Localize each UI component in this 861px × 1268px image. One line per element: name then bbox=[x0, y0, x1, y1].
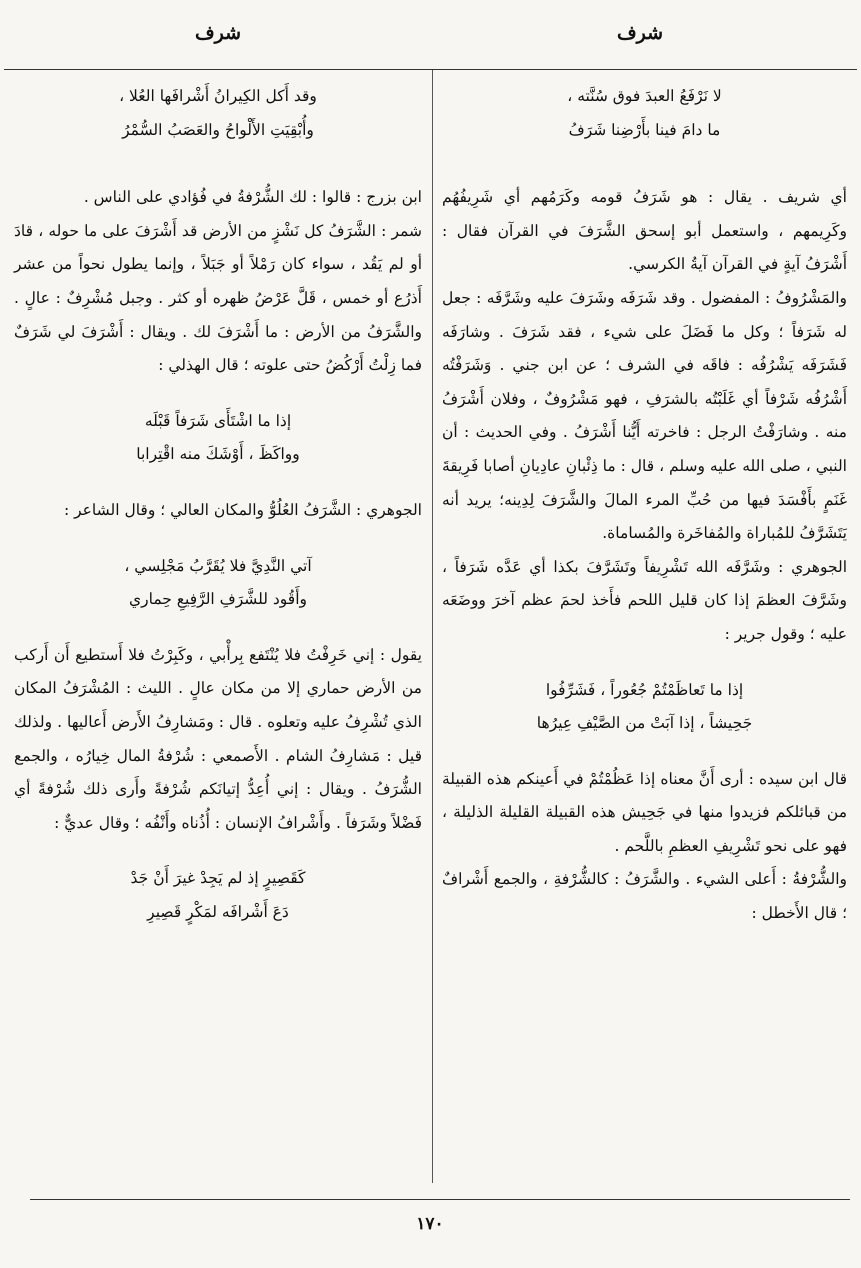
paragraph: يقول : إني خَرِفْتُ فلا يُنْتَفع بِرأْبي ، وكَبِرْتُ فلا أَستطيع أَن أَركب من الأرض حماري إلا من مكان عالٍ . الليث : المُشْرَفُ المكان الذي تُشْرِفُ عليه وتعلوه . قال : ومَشارِفُ الأَرض أَعاليها . ولذلك قيل : مَشارِفُ الشام . الأَصمعي : شُرْفةُ المال خِيارُه ، والجمع الشُّرَفُ . ويقال : إني أُعِدُّ إتيانَكم شُرْفةً وأَرى ذلك شُرْفةً أي فَضْلاً وشَرَفاً . وأَشْرافُ الإنسان : أُذُناه وأَنْفُه ؛ وقال عديٌّ : bbox=[14, 645, 422, 832]
column-divider bbox=[432, 70, 433, 1183]
verse-line: دَعَ أَشْرافَه لمَكْرٍ قَصِيرِ bbox=[147, 902, 289, 921]
verse-line: إذا ما تَعاظَمْتُمْ جُعُوراً ، فَشَرِّفُوا bbox=[545, 680, 744, 699]
top-rule bbox=[4, 69, 857, 70]
page-number: ١٧٠ bbox=[416, 1214, 444, 1234]
verse-line: وواكَظَ ، أَوْشَكَ منه اقْتِرابا bbox=[136, 445, 300, 464]
paragraph: والشُّرْفةُ : أَعلى الشيء . والشَّرَفُ : كالشُّرْفةِ ، والجمع أَشْرافٌ ؛ قال الأَخطل : bbox=[442, 870, 847, 923]
left-column bbox=[14, 80, 422, 929]
header-right-title: شرف bbox=[616, 22, 664, 44]
paragraph: قال ابن سيده : أرى أَنَّ معناه إذا عَظُمْتُمْ في أَعينكم هذه القبيلة من قبائلكم فزيدوا منها في جَحِيش هذه القبيلة القليلة الذليلة ، فهو على نحو تَشْرِيفِ العظمِ باللَّحم . bbox=[442, 769, 847, 855]
paragraph: والمَشْرُوفُ : المفضول . وقد شَرَفَه وشَرَفَ عليه وشَرَّفَه : جعل له شَرَفاً ؛ وكل ما فَضَلَ على شيء ، فقد شَرَفَ . وشارَفَه فَشَرَفَه يَشْرُفُه : فاقَه في الشرف ؛ عن ابن جني . وَشَرَفْتُه أَشْرُفُه شَرْفاً أي غَلَبْتُه بالشرَفِ ، فهو مَشْرُوفٌ ، وفلان أَشْرَفُ منه . وشارَفْتُ الرجل : فاخرته أَيُّنا أَشْرَفُ . وفي الحديث : أن النبي ، صلى الله عليه وسلم ، قال : ما ذِئْبانِ عادِيانِ أصابا فَرِيقةَ غَنَمٍ بأَفْسَدَ فيها من حُبِّ المرء المالَ والشَّرَفَ لِدِينه؛ يريد أنه يَتَشَرَّفُ للمُباراة والمُفاخَرة والمُساماة. bbox=[442, 288, 847, 543]
verse-line: كَقَصِيرٍ إذ لم يَجِدْ غيرَ أَنْ جَدْ bbox=[130, 869, 306, 888]
verse-line: ما دامَ فينا بأَرْضِنا شَرَفُ bbox=[568, 120, 721, 139]
verse-line: وأَقُود للشَّرَفِ الرَّفِيعِ حِماري bbox=[129, 590, 307, 609]
verse-line: إذا ما اشْتَأَى شَرَفاً قَبْلَه bbox=[144, 411, 292, 430]
paragraph: أي شريف . يقال : هو شَرَفُ قومه وكَرَمُهم أي شَرِيفُهُم وكَرِيمهم ، واستعمل أبو إسحق الشَّرَفَ في القرآن فقال : أَشْرَفُ آيةٍ في القرآن آيةُ الكرسي. bbox=[442, 188, 847, 274]
paragraph: شمر : الشَّرَفُ كل نَشْزٍ من الأرض قد أَشْرَفَ على ما حوله ، قادَ أو لم يَقُد ، سواء كان رَمْلاً أو جَبَلاً ، وإنما يطول نحواً من عشر أَذرُع أو خمس ، قَلَّ عَرْضُ ظهره أو كثر . وجبل مُشْرِفٌ : عالٍ . والشَّرَفُ من الأرض : ما أَشْرَفَ لك . ويقال : أَشْرَفَ لي شَرَفٌ فما زِلْتُ أَرْكُضُ حتى علوته ؛ قال الهذلي : bbox=[14, 221, 422, 375]
bottom-rule bbox=[30, 1199, 850, 1200]
verse-line: جَحِيشاً ، إذا آبَتْ من الصَّيْفِ عِيرُها bbox=[536, 714, 753, 733]
paragraph: الجوهري : الشَّرَفُ العُلُوُّ والمكان العالي ؛ وقال الشاعر : bbox=[63, 500, 422, 519]
verse-line: لا نَرْفَعُ العبدَ فوق سُنَّته ، bbox=[567, 87, 722, 105]
header-left-title: شرف bbox=[194, 22, 242, 44]
verse-line: وأُبْقِيَتِ الأَلْواحُ والعَصَبُ السُّمْرُ bbox=[122, 120, 314, 139]
right-column bbox=[442, 80, 847, 931]
paragraph: ابن بزرج : قالوا : لك الشُّرْفةُ في فُؤادي على الناس . bbox=[83, 188, 422, 207]
verse-line: آتي النَّدِيَّ فلا يُقَرَّبُ مَجْلِسي ، bbox=[124, 556, 312, 575]
paragraph: الجوهري : وشَرَّفَه الله تَشْرِيفاً وتَشَرَّفَ بكذا أي عَدَّه شَرَفاً ، وشَرَّفَ العظمَ إذا كان قليل اللحم فأَخذ لحمَ عظم آخرَ ووضَعَه عليه ؛ وقول جرير : bbox=[442, 557, 847, 643]
verse-line: وقد أَكل الكِيرانُ أَشْرافَها العُلا ، bbox=[119, 87, 317, 105]
